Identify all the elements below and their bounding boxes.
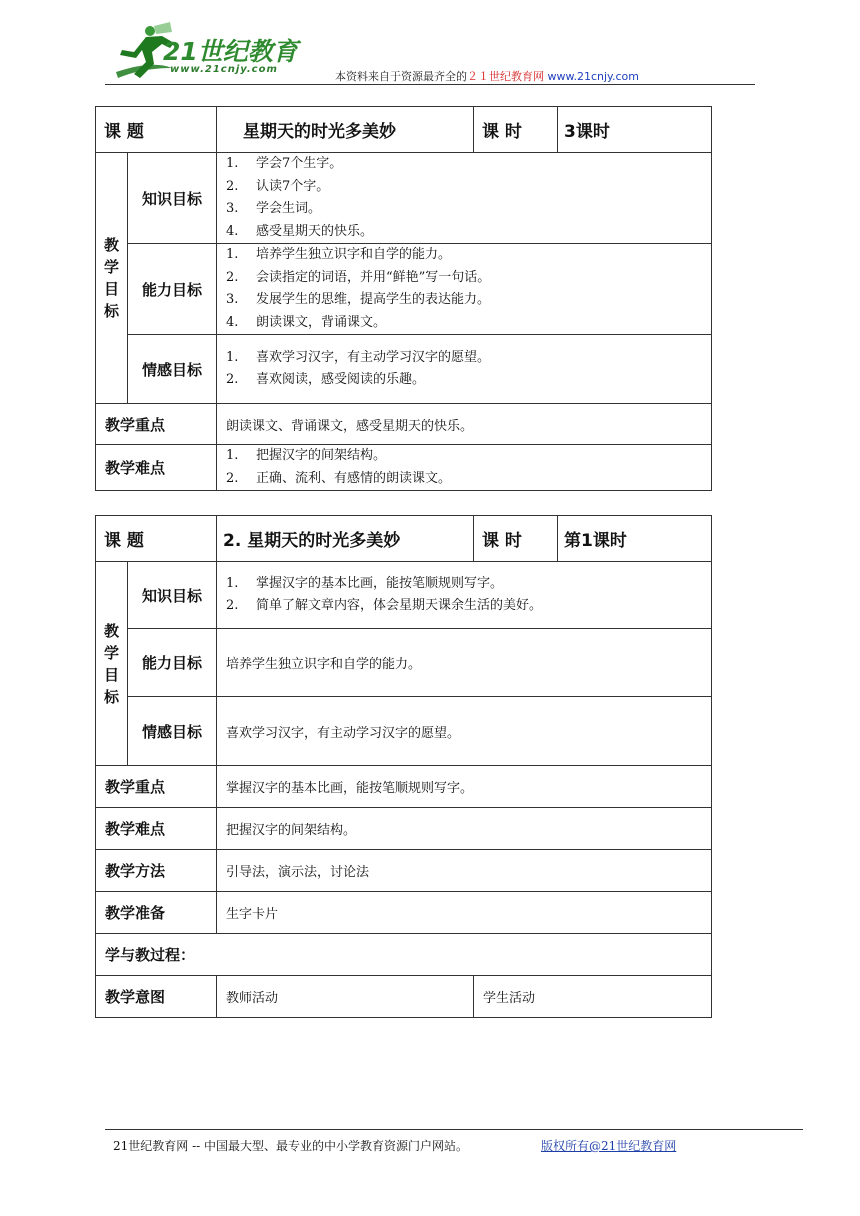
ability-goal-list [217,244,712,335]
list-item: 2. 认读7个字。 [226,178,330,194]
hours-value: 第1课时 [558,516,712,562]
knowledge-goal-label: 知识目标 [128,562,217,629]
emotion-goal-label: 情感目标 [128,697,217,766]
teaching-goals-label [96,153,128,404]
hours-value: 3课时 [558,107,712,153]
method-value: 引导法，演示法，讨论法 [217,850,712,892]
topic-label: 课 题 [96,107,217,153]
difficulty-value: 把握汉字的间架结构。 [217,808,712,850]
topic-row [96,107,712,153]
footer-copyright-link[interactable]: 版权所有@21世纪教育网 [541,1139,677,1153]
list-item: 2. 喜欢阅读，感受阅读的乐趣。 [226,372,426,387]
goals-char: 学 [103,643,119,662]
topic-row [96,516,712,562]
list-item: 1. 喜欢学习汉字，有主动学习汉字的愿望。 [226,349,491,365]
topic-value: 2. 星期天的时光多美妙 [217,516,474,562]
goals-char: 教 [103,621,119,640]
topic-label: 课 题 [96,516,217,562]
teacher-activity-label: 教师活动 [217,976,474,1018]
topic-value: 星期天的时光多美妙 [217,107,474,153]
emotion-goal-label: 情感目标 [128,335,217,404]
emotion-goal-value: 喜欢学习汉字，有主动学习汉字的愿望。 [217,697,712,766]
prep-label: 教学准备 [96,892,217,934]
student-activity-label: 学生活动 [474,976,712,1018]
page-header [0,0,860,90]
logo-url: www.21cnjy.com [170,64,278,75]
key-point-value: 掌握汉字的基本比画，能按笔顺规则写字。 [217,766,712,808]
prep-value: 生字卡片 [217,892,712,934]
header-note [335,68,639,84]
list-item: 1. 掌握汉字的基本比画，能按笔顺规则写字。 [226,575,504,591]
goals-char: 目 [103,280,119,298]
key-point-row [96,766,712,808]
list-item: 4. 感受星期天的快乐。 [226,223,374,239]
method-label: 教学方法 [96,850,217,892]
knowledge-row [96,153,712,244]
goals-char: 教 [103,236,119,254]
difficulty-row [96,808,712,850]
list-item: 4. 朗读课文，背诵课文。 [226,314,387,330]
list-item: 2. 正确、流利、有感情的朗读课文。 [226,470,452,486]
process-row [96,934,712,976]
intent-label: 教学意图 [96,976,217,1018]
prep-row [96,892,712,934]
header-note-brand[interactable]: ２１世纪教育网 [467,70,544,83]
knowledge-goal-label: 知识目标 [128,153,217,244]
difficulty-row [96,445,712,491]
footer-divider [105,1129,803,1130]
list-item: 3. 发展学生的思维，提高学生的表达能力。 [226,292,491,307]
difficulty-label: 教学难点 [96,445,217,491]
hours-label: 课 时 [474,107,558,153]
header-note-url[interactable]: www.21cnjy.com [547,70,639,83]
goals-char: 标 [103,687,119,706]
knowledge-row [96,562,712,629]
list-item: 2. 会读指定的词语，并用“鲜艳”写一句话。 [226,269,491,285]
list-item: 3. 学会生词。 [226,201,322,216]
intent-row [96,976,712,1018]
goals-char: 学 [103,258,119,276]
goals-char: 标 [103,302,119,320]
emotion-row [96,697,712,766]
logo-text: 21世纪教育 [163,37,298,66]
list-item: 1. 学会7个生字。 [226,156,343,171]
list-item: 1. 培养学生独立识字和自学的能力。 [226,247,452,262]
key-point-label: 教学重点 [96,766,217,808]
header-divider [105,84,755,85]
list-item: 1. 把握汉字的间架结构。 [226,448,387,463]
emotion-row [96,335,712,404]
header-note-prefix: 本资料来自于资源最齐全的 [335,70,467,83]
difficulty-list [217,445,712,491]
footer-text: 21世纪教育网 -- 中国最大型、最专业的中小学教育资源门户网站。 [113,1139,469,1153]
method-row [96,850,712,892]
ability-goal-label: 能力目标 [128,629,217,697]
knowledge-goal-list [217,562,712,629]
process-label: 学与教过程： [96,934,712,976]
key-point-label: 教学重点 [96,404,217,445]
lesson-plan-table-1 [95,106,712,491]
ability-row [96,629,712,697]
ability-goal-label: 能力目标 [128,244,217,335]
emotion-goal-list [217,335,712,404]
list-item: 2. 简单了解文章内容，体会星期天课余生活的美好。 [226,598,543,613]
ability-row [96,244,712,335]
knowledge-goal-list [217,153,712,244]
ability-goal-value: 培养学生独立识字和自学的能力。 [217,629,712,697]
hours-label: 课 时 [474,516,558,562]
key-point-row [96,404,712,445]
key-point-value: 朗读课文、背诵课文，感受星期天的快乐。 [217,404,712,445]
teaching-goals-label [96,562,128,766]
difficulty-label: 教学难点 [96,808,217,850]
lesson-plan-table-2 [95,515,712,1018]
goals-char: 目 [103,665,119,684]
